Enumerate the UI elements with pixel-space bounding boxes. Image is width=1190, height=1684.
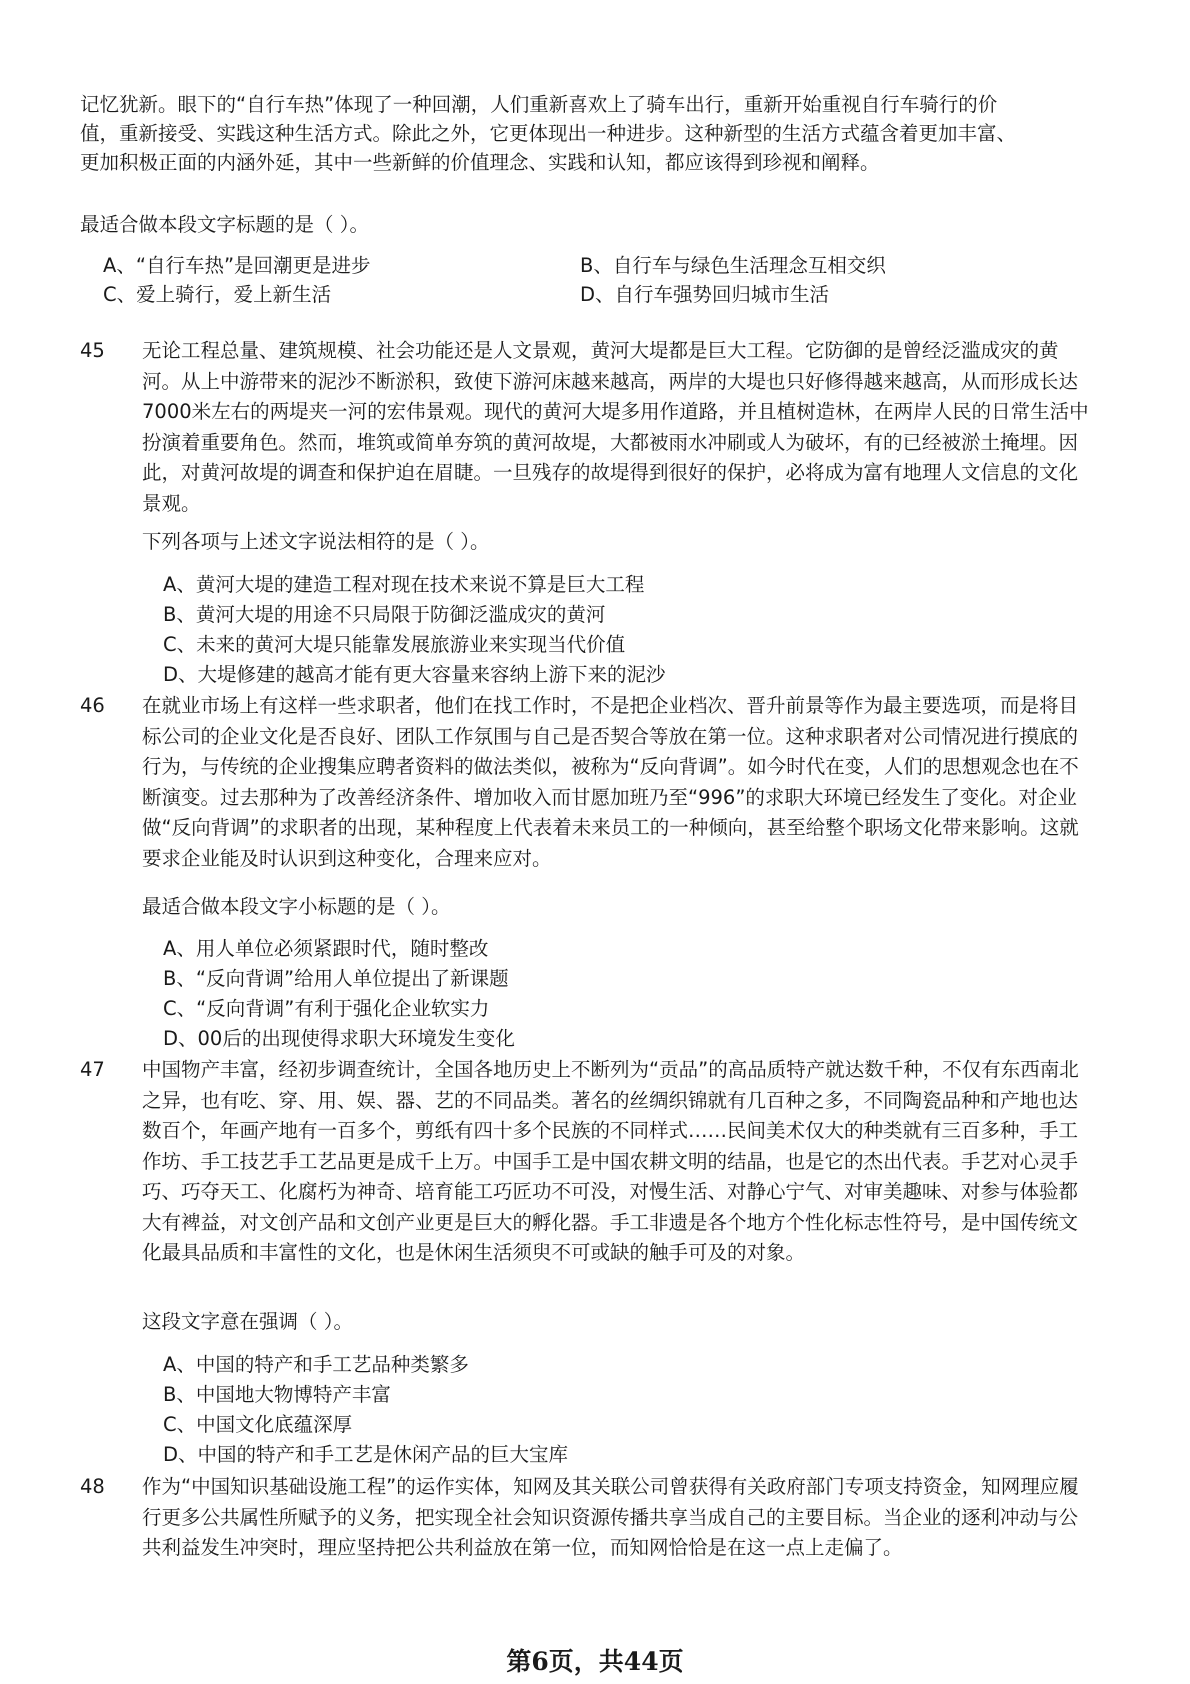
option-a: A、用人单位必须紧跟时代，随时整改 [163, 937, 489, 960]
intro-option-c: C、爱上骑行，爱上新生活 [103, 283, 332, 306]
question-number: 45 [80, 339, 105, 362]
option-d: D、中国的特产和手工艺是休闲产品的巨大宝库 [163, 1443, 569, 1466]
option-c: C、中国文化底蕴深厚 [163, 1413, 353, 1436]
intro-option-b: B、自行车与绿色生活理念互相交织 [580, 254, 886, 277]
question-passage: 在就业市场上有这样一些求职者，他们在找工作时，不是把企业档次、晋升前景等作为最主要选项，而是将目标公司的企业文化是否良好、团队工作氛围与自己是否契合等放在第一位。这种求职者对公司情况进行摸底的行为，与传统的企业搜集应聘者资料的做法类似，被称为“反向背调”。如今时代在变，人们的思想观念也在不断演变。过去那种为了改善经济条件、增加收入而甘愿加班乃至“996”的求职大环境已经发生了变化。对企业做“反向背调”的求职者的出现，某种程度上代表着未来员工的一种倾向，甚至给整个职场文化带来影响。这就要求企业能及时认识到这种变化，合理来应对。 [142, 694, 1079, 870]
option-d: D、大堤修建的越高才能有更大容量来容纳上游下来的泥沙 [163, 663, 666, 686]
option-c: C、“反向背调”有利于强化企业软实力 [163, 997, 490, 1020]
option-b: B、中国地大物博特产丰富 [163, 1383, 391, 1406]
question-number: 46 [80, 694, 105, 717]
intro-option-a: A、“自行车热”是回潮更是进步 [103, 254, 371, 277]
intro-question-stem: 最适合做本段文字标题的是（ ）。 [80, 213, 369, 236]
question-passage: 作为“中国知识基础设施工程”的运作实体，知网及其关联公司曾获得有关政府部门专项支持资金，知网理应履行更多公共属性所赋予的义务，把实现全社会知识资源传播共享当成自己的主要目标。当企业的逐利冲动与公共利益发生冲突时，理应坚持把公共利益放在第一位，而知网恰恰是在这一点上走偏了。 [142, 1475, 1079, 1559]
option-a: A、中国的特产和手工艺品种类繁多 [163, 1353, 469, 1376]
intro-paragraph: 记忆犹新。眼下的“自行车热”体现了一种回潮，人们重新喜欢上了骑车出行，重新开始重视自行车骑行的价值，重新接受、实践这种生活方式。除此之外，它更体现出一种进步。这种新型的生活方式蕴含着更加丰富、更加积极正面的内涵外延，其中一些新鲜的价值理念、实践和认知，都应该得到珍视和阐释。 [80, 93, 1017, 174]
option-b: B、“反向背调”给用人单位提出了新课题 [163, 967, 509, 990]
question-passage: 中国物产丰富，经初步调查统计，全国各地历史上不断列为“贡品”的高品质特产就达数千种，不仅有东西南北之异，也有吃、穿、用、娱、器、艺的不同品类。著名的丝绸织锦就有几百种之多，不同陶瓷品种和产地也达数百个，年画产地有一百多个，剪纸有四十多个民族的不同样式……民间美术仅大的种类就有三百多种，手工作坊、手工技艺手工艺品更是成千上万。中国手工是中国农耕文明的结晶，也是它的杰出代表。手艺对心灵手巧、巧夺天工、化腐朽为神奇、培育能工巧匠功不可没，对慢生活、对静心宁气、对审美趣味、对参与体验都大有裨益，对文创产品和文创产业更是巨大的孵化器。手工非遗是各个地方个性化标志性符号，是中国传统文化最具品质和丰富性的文化，也是休闲生活须臾不可或缺的触手可及的对象。 [142, 1058, 1079, 1264]
option-a: A、黄河大堤的建造工程对现在技术来说不算是巨大工程 [163, 573, 645, 596]
option-b: B、黄河大堤的用途不只局限于防御泛滥成灾的黄河 [163, 603, 606, 626]
intro-option-d: D、自行车强势回归城市生活 [580, 283, 830, 306]
question-number: 48 [80, 1475, 105, 1498]
question-stem: 下列各项与上述文字说法相符的是（ ）。 [142, 530, 490, 553]
option-d: D、00后的出现使得求职大环境发生变化 [163, 1027, 515, 1050]
page-number-footer: 第6页，共44页 [506, 1647, 684, 1676]
question-stem: 这段文字意在强调（ ）。 [142, 1310, 353, 1333]
question-stem: 最适合做本段文字小标题的是（ ）。 [142, 895, 451, 918]
question-passage: 无论工程总量、建筑规模、社会功能还是人文景观，黄河大堤都是巨大工程。它防御的是曾经泛滥成灾的黄河。从上中游带来的泥沙不断淤积，致使下游河床越来越高，两岸的大堤也只好修得越来越高，从而形成长达7000米左右的两堤夹一河的宏伟景观。现代的黄河大堤多用作道路，并且植树造林，在两岸人民的日常生活中扮演着重要角色。然而，堆筑或简单夯筑的黄河故堤，大都被雨水冲刷或人为破坏，有的已经被淤土掩埋。因此，对黄河故堤的调查和保护迫在眉睫。一旦残存的故堤得到很好的保护，必将成为富有地理人文信息的文化景观。 [142, 339, 1089, 515]
question-number: 47 [80, 1058, 105, 1081]
option-c: C、未来的黄河大堤只能靠发展旅游业来实现当代价值 [163, 633, 626, 656]
